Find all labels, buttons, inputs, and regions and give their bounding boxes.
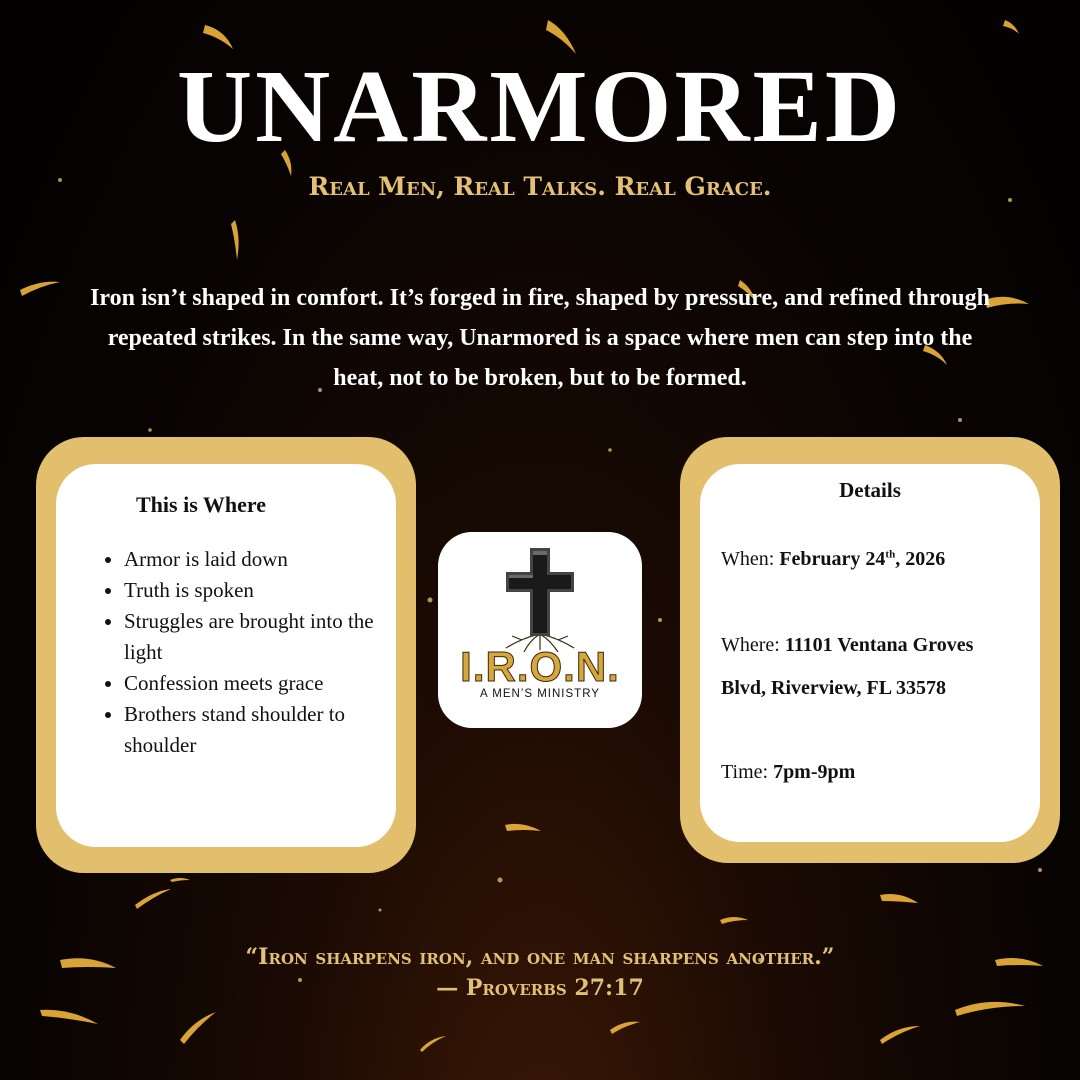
- tagline: Real Men, Real Talks. Real Grace.: [308, 172, 772, 201]
- details-card: [680, 437, 1060, 863]
- this-is-where-card: [36, 437, 416, 873]
- where-label: Where:: [721, 634, 780, 656]
- intro-paragraph: Iron isn’t shaped in comfort. It’s forged in fire, shaped by pressure, and refined through repeated strikes. In the same way, Unarmored is a space where men can step into the heat, not to be broken, but to be formed.: [90, 285, 990, 391]
- where-address-line1: 11101 Ventana Groves: [784, 634, 974, 656]
- this-is-where-list: [104, 544, 394, 761]
- time-value: 7pm-9pm: [773, 761, 856, 783]
- when-row: [721, 548, 945, 571]
- ministry-subtitle: A MEN’S MINISTRY: [480, 688, 600, 700]
- where-address-line2: Blvd, Riverview, FL 33578: [721, 677, 946, 699]
- list-item: • Confession meets grace: [124, 668, 394, 699]
- details-title: Details: [839, 478, 901, 502]
- where-row-line2: [721, 677, 946, 700]
- this-is-where-card-body: [56, 464, 396, 847]
- this-is-where-title: This is Where: [136, 492, 266, 517]
- quote-source: — Proverbs 27:17: [436, 975, 644, 1001]
- list-item: • Struggles are brought into the light: [124, 606, 394, 668]
- when-year: , 2026: [895, 548, 946, 570]
- when-value: [779, 548, 945, 570]
- list-item: • Brothers stand shoulder to shoulder: [124, 699, 394, 761]
- where-row: [721, 634, 973, 657]
- when-date-suffix: th: [885, 548, 896, 561]
- page-title: UNARMORED: [176, 49, 904, 164]
- when-date: February 24: [779, 548, 886, 570]
- details-card-body: [700, 464, 1040, 842]
- quote-text: “Iron sharpens iron, and one man sharpens another.”: [245, 944, 835, 970]
- iron-ministry-logo: [438, 532, 642, 728]
- scripture-quote: [0, 942, 1080, 1004]
- iron-logo-text: I.R.O.N.: [460, 643, 620, 690]
- time-row: [721, 761, 855, 784]
- list-item: • Truth is spoken: [124, 575, 394, 606]
- when-label: When:: [721, 548, 775, 570]
- time-label: Time:: [721, 761, 769, 783]
- list-item: • Armor is laid down: [124, 544, 394, 575]
